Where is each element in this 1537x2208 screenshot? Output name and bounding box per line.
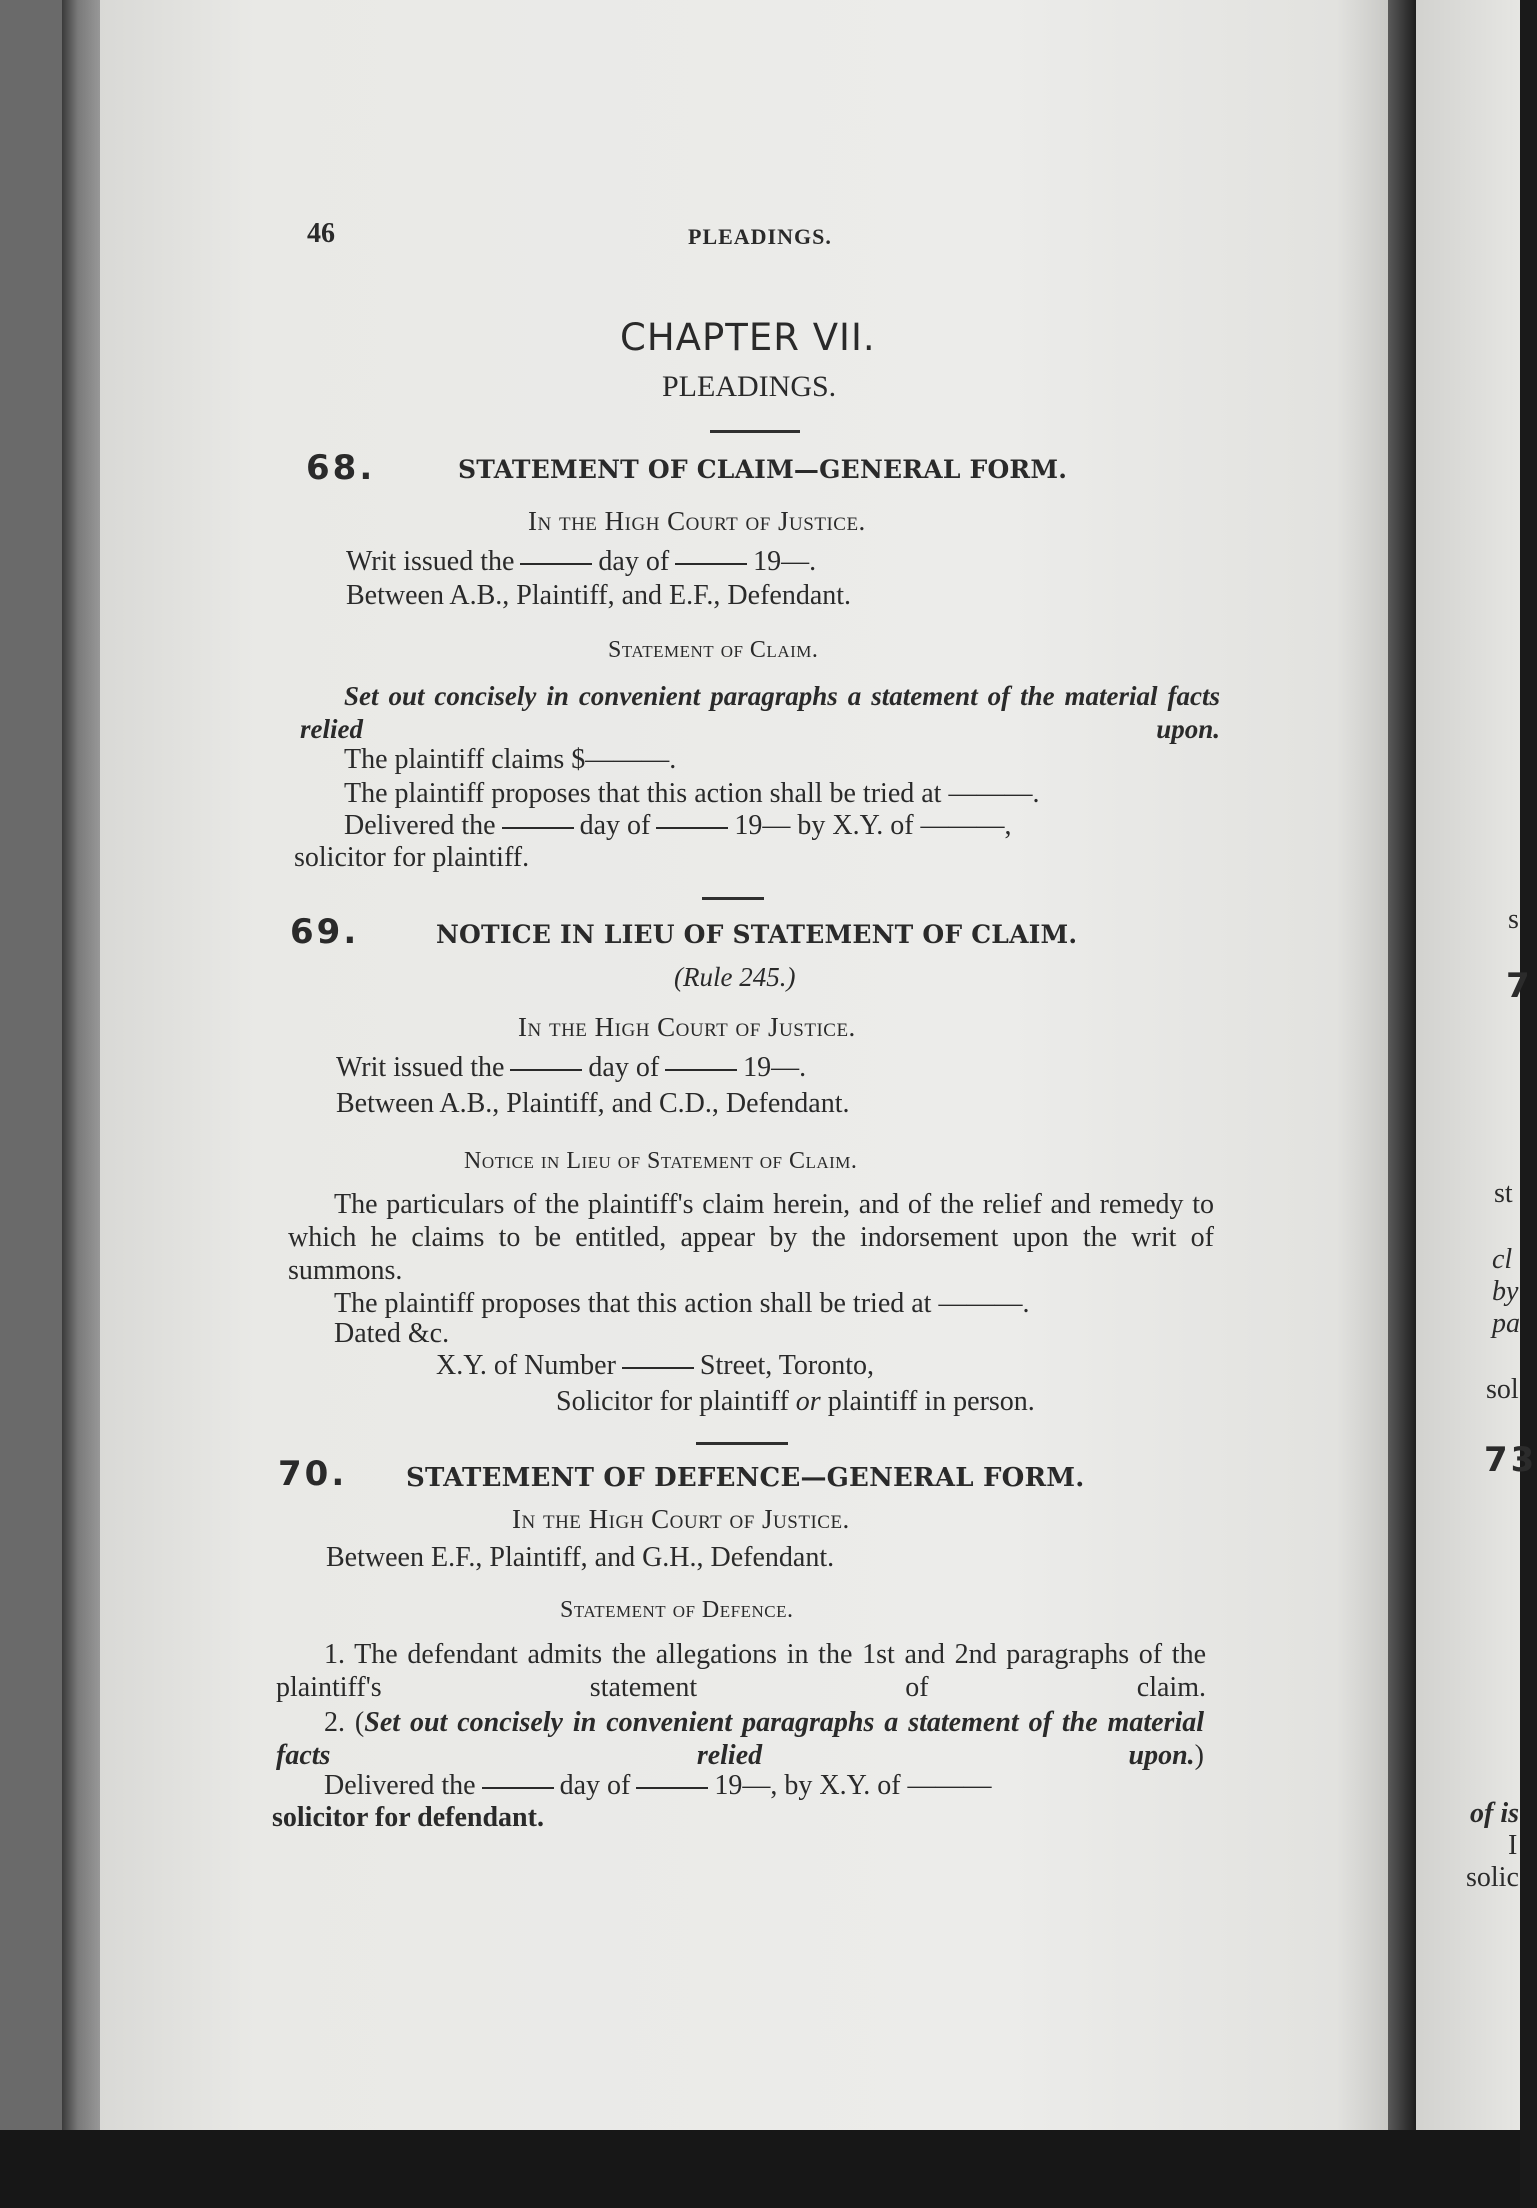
chapter-title: CHAPTER VII. bbox=[620, 316, 876, 359]
form-heading: STATEMENT OF DEFENCE—GENERAL FORM. bbox=[406, 1463, 1085, 1493]
blank-line bbox=[510, 1069, 582, 1071]
writ-line bbox=[336, 1052, 806, 1084]
delivered-line bbox=[324, 1770, 992, 1802]
particulars-text: The particulars of the plaintiff's claim herein, and of the relief and remedy to which he claims to be entitled, appear by the indorsement upon the writ of summons. bbox=[288, 1189, 1214, 1286]
court-line: In the High Court of Justice. bbox=[528, 506, 866, 536]
blank-line bbox=[502, 827, 574, 829]
scan-bottom-shadow bbox=[0, 2130, 1520, 2208]
delivered-line bbox=[344, 810, 1012, 842]
document-title: Notice in Lieu of Statement of Claim. bbox=[464, 1148, 858, 1174]
section-rule bbox=[696, 1442, 788, 1445]
page-number: 46 bbox=[307, 218, 335, 249]
document-title: Statement of Defence. bbox=[560, 1597, 794, 1623]
form-number: 68. bbox=[306, 448, 376, 488]
facing-fragment: pa bbox=[1492, 1308, 1520, 1339]
para2-close: ) bbox=[1194, 1740, 1204, 1771]
court-line: In the High Court of Justice. bbox=[518, 1012, 856, 1042]
rule-reference: (Rule 245.) bbox=[674, 962, 796, 992]
claims-line: The plaintiff claims $———. bbox=[344, 744, 677, 775]
blank-line bbox=[675, 563, 747, 565]
facing-fragment: sol bbox=[1486, 1374, 1519, 1405]
chapter-subtitle: PLEADINGS. bbox=[662, 370, 837, 403]
chapter-rule bbox=[710, 430, 800, 433]
delivered-text: 19— by X.Y. of ———, bbox=[734, 810, 1012, 841]
facing-fragment: of is bbox=[1470, 1798, 1519, 1829]
solicitor-text: plaintiff in person. bbox=[827, 1386, 1035, 1417]
delivered-text: Delivered the bbox=[344, 810, 496, 841]
writ-text: day of bbox=[588, 1052, 660, 1083]
facing-page bbox=[1416, 0, 1537, 2130]
blank-line bbox=[482, 1787, 554, 1789]
book-gutter bbox=[1388, 0, 1416, 2160]
document-title: Statement of Claim. bbox=[608, 637, 819, 663]
para2-instruction: Set out concisely in convenient paragraphs a statement of the material facts relied upon. bbox=[276, 1707, 1204, 1771]
parties-line: Between E.F., Plaintiff, and G.H., Defendant. bbox=[326, 1542, 835, 1573]
address-text: X.Y. of Number bbox=[436, 1350, 616, 1381]
blank-line bbox=[520, 563, 592, 565]
delivered-text: day of bbox=[559, 1770, 631, 1801]
facing-fragment: st bbox=[1494, 1178, 1513, 1209]
solicitor-line: solicitor for plaintiff. bbox=[294, 842, 530, 873]
solicitor-line: solicitor for defendant. bbox=[272, 1802, 544, 1833]
facing-fragment: I bbox=[1508, 1830, 1518, 1861]
blank-line bbox=[656, 827, 728, 829]
writ-text: Writ issued the bbox=[336, 1052, 505, 1083]
facing-fragment: 73 bbox=[1484, 1440, 1537, 1480]
form-number: 69. bbox=[290, 912, 360, 952]
facing-fragment: by bbox=[1492, 1276, 1519, 1307]
blank-line bbox=[636, 1787, 708, 1789]
solicitor-line bbox=[556, 1386, 1035, 1418]
parties-line: Between A.B., Plaintiff, and C.D., Defendant. bbox=[336, 1088, 850, 1119]
blank-line bbox=[665, 1069, 737, 1071]
blank-line bbox=[622, 1367, 694, 1369]
writ-text: 19—. bbox=[753, 546, 817, 577]
writ-text: 19—. bbox=[743, 1052, 807, 1083]
trial-line: The plaintiff proposes that this action shall be tried at ———. bbox=[344, 778, 1040, 809]
writ-text: day of bbox=[598, 546, 670, 577]
paragraph-2 bbox=[276, 1706, 1204, 1772]
page-edge-shadow bbox=[62, 0, 102, 2208]
delivered-text: day of bbox=[579, 810, 651, 841]
paragraph-1: 1. The defendant admits the allegations in the 1st and 2nd paragraphs of the plaintiff's statement of claim. bbox=[276, 1639, 1206, 1703]
writ-text: Writ issued the bbox=[346, 546, 515, 577]
delivered-text: 19—, by X.Y. of ——— bbox=[714, 1770, 992, 1801]
court-line: In the High Court of Justice. bbox=[512, 1504, 850, 1534]
section-rule bbox=[702, 897, 764, 900]
address-line bbox=[436, 1350, 874, 1382]
para2-num: 2. ( bbox=[324, 1707, 365, 1738]
form-heading: STATEMENT OF CLAIM—GENERAL FORM. bbox=[458, 455, 1068, 484]
trial-line: The plaintiff proposes that this action shall be tried at ———. bbox=[334, 1288, 1030, 1319]
book-page-46 bbox=[100, 0, 1388, 2130]
writ-line bbox=[346, 546, 816, 578]
solicitor-or: or bbox=[795, 1386, 821, 1417]
facing-fragment: cl bbox=[1492, 1244, 1513, 1275]
address-text: Street, Toronto, bbox=[699, 1350, 874, 1381]
left-background bbox=[0, 0, 62, 2208]
facing-fragment: solic bbox=[1466, 1862, 1519, 1893]
running-head-title: PLEADINGS. bbox=[688, 224, 832, 249]
solicitor-text: Solicitor for plaintiff bbox=[556, 1386, 789, 1417]
dated-line: Dated &c. bbox=[334, 1318, 450, 1349]
form-heading: NOTICE IN LIEU OF STATEMENT OF CLAIM. bbox=[436, 920, 1078, 949]
instruction-text: Set out concisely in convenient paragraphs a statement of the material facts relied upon. bbox=[300, 681, 1220, 744]
delivered-text: Delivered the bbox=[324, 1770, 476, 1801]
facing-fragment: s bbox=[1508, 904, 1519, 935]
facing-fragment: 7 bbox=[1506, 966, 1530, 1006]
parties-line: Between A.B., Plaintiff, and E.F., Defendant. bbox=[346, 580, 852, 611]
form-number: 70. bbox=[278, 1454, 348, 1494]
